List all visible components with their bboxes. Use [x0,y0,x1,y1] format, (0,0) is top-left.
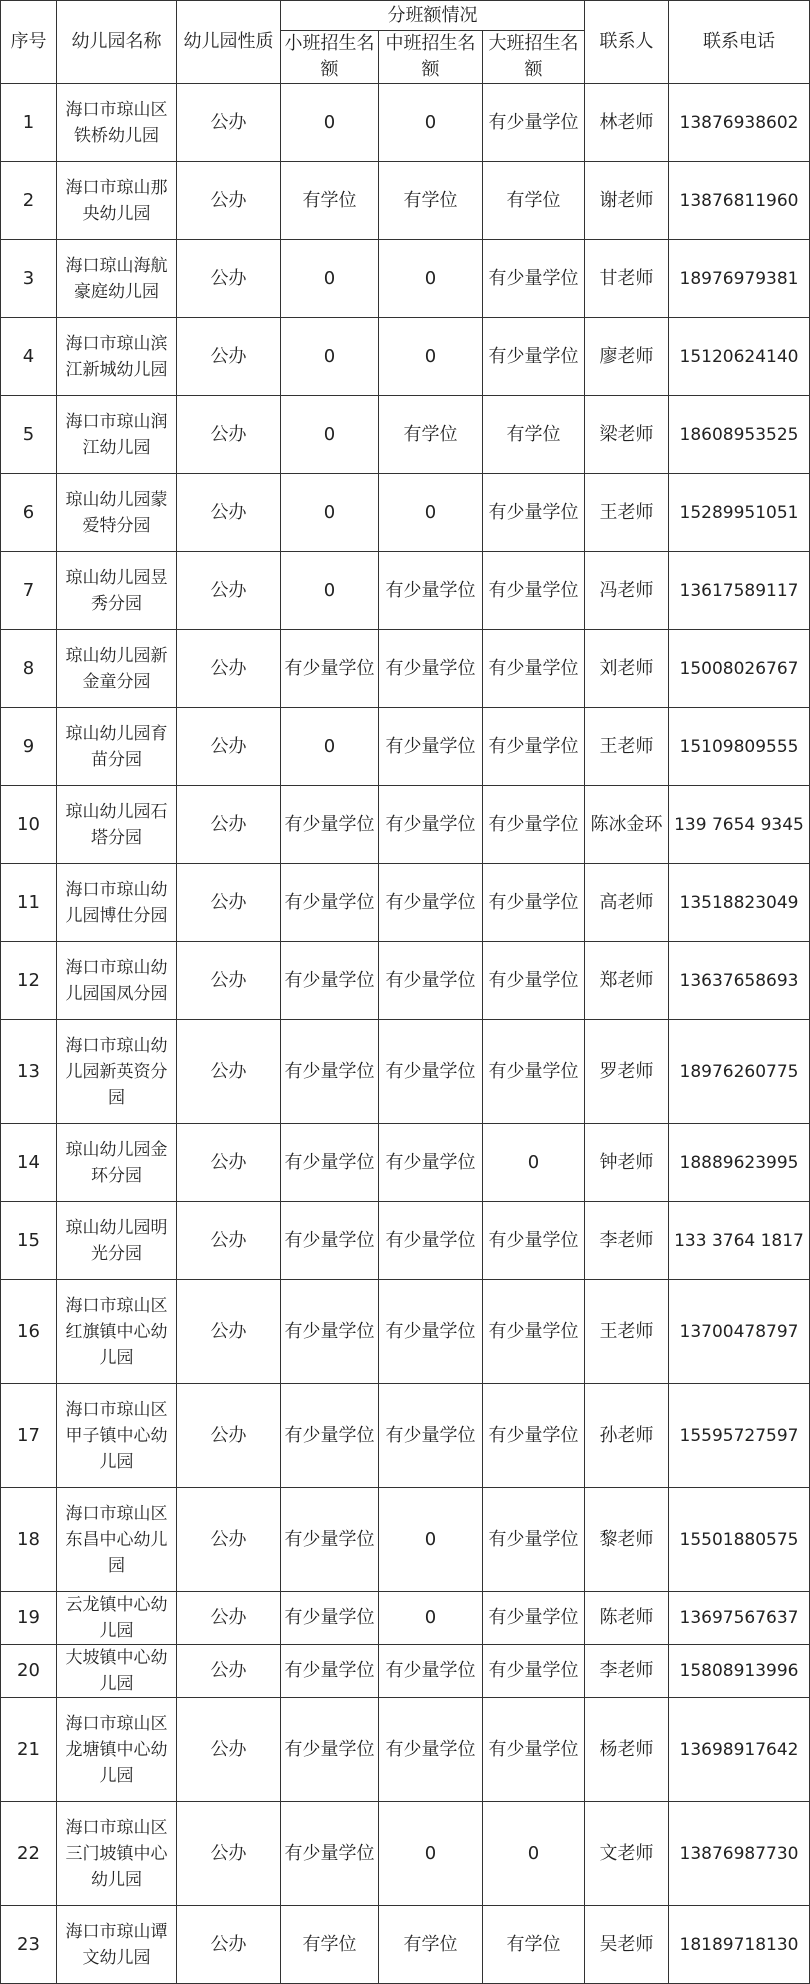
cell-small: 有少量学位 [281,630,379,708]
cell-type: 公办 [177,162,281,240]
cell-large: 有少量学位 [483,240,585,318]
cell-name: 海口市琼山区龙塘镇中心幼儿园 [57,1698,177,1802]
cell-contact: 罗老师 [585,1020,669,1124]
cell-seq: 20 [1,1645,57,1698]
cell-middle: 0 [379,1802,483,1906]
cell-contact: 冯老师 [585,552,669,630]
cell-small: 0 [281,708,379,786]
cell-type: 公办 [177,240,281,318]
cell-name: 琼山幼儿园昱秀分园 [57,552,177,630]
cell-contact: 郑老师 [585,942,669,1020]
header-middle: 中班招生名额 [379,31,483,84]
cell-type: 公办 [177,1645,281,1698]
cell-seq: 15 [1,1202,57,1280]
cell-contact: 甘老师 [585,240,669,318]
cell-phone: 13518823049 [669,864,810,942]
cell-seq: 12 [1,942,57,1020]
cell-large: 有少量学位 [483,1645,585,1698]
cell-type: 公办 [177,786,281,864]
cell-seq: 9 [1,708,57,786]
cell-small: 0 [281,318,379,396]
cell-middle: 有学位 [379,1906,483,1984]
cell-middle: 有少量学位 [379,1645,483,1698]
cell-small: 0 [281,552,379,630]
cell-phone: 139 7654 9345 [669,786,810,864]
table-row [1,1280,810,1384]
cell-middle: 0 [379,240,483,318]
cell-contact: 钟老师 [585,1124,669,1202]
cell-phone: 15289951051 [669,474,810,552]
cell-contact: 王老师 [585,474,669,552]
cell-name: 海口市琼山幼儿园国凤分园 [57,942,177,1020]
cell-small: 有少量学位 [281,864,379,942]
cell-type: 公办 [177,942,281,1020]
cell-large: 有学位 [483,1906,585,1984]
cell-type: 公办 [177,1802,281,1906]
cell-contact: 梁老师 [585,396,669,474]
cell-contact: 黎老师 [585,1488,669,1592]
cell-name: 琼山幼儿园蒙爱特分园 [57,474,177,552]
cell-large: 有少量学位 [483,864,585,942]
cell-phone: 15501880575 [669,1488,810,1592]
cell-middle: 有少量学位 [379,1020,483,1124]
cell-middle: 有少量学位 [379,552,483,630]
cell-small: 有少量学位 [281,1202,379,1280]
cell-name: 海口市琼山幼儿园博仕分园 [57,864,177,942]
table-row [1,1698,810,1802]
cell-seq: 1 [1,84,57,162]
cell-small: 有学位 [281,1906,379,1984]
cell-contact: 吴老师 [585,1906,669,1984]
cell-name: 海口市琼山润江幼儿园 [57,396,177,474]
cell-middle: 有少量学位 [379,1280,483,1384]
cell-contact: 刘老师 [585,630,669,708]
table-header [1,1,810,84]
cell-large: 有少量学位 [483,474,585,552]
cell-name: 大坡镇中心幼儿园 [57,1645,177,1698]
header-type: 幼儿园性质 [177,1,281,84]
cell-small: 有学位 [281,162,379,240]
cell-large: 有少量学位 [483,708,585,786]
cell-type: 公办 [177,1020,281,1124]
table-row [1,240,810,318]
cell-contact: 王老师 [585,708,669,786]
cell-middle: 0 [379,318,483,396]
cell-seq: 19 [1,1592,57,1645]
cell-middle: 有少量学位 [379,786,483,864]
table-row [1,474,810,552]
table-row [1,1906,810,1984]
table-row [1,1802,810,1906]
cell-small: 有少量学位 [281,1698,379,1802]
cell-large: 有少量学位 [483,1384,585,1488]
cell-name: 海口琼山海航豪庭幼儿园 [57,240,177,318]
cell-phone: 13876811960 [669,162,810,240]
cell-name: 海口市琼山区红旗镇中心幼儿园 [57,1280,177,1384]
cell-small: 0 [281,474,379,552]
cell-large: 有少量学位 [483,318,585,396]
cell-contact: 文老师 [585,1802,669,1906]
cell-seq: 23 [1,1906,57,1984]
cell-phone: 133 3764 1817 [669,1202,810,1280]
header-contact: 联系人 [585,1,669,84]
cell-phone: 15120624140 [669,318,810,396]
cell-seq: 10 [1,786,57,864]
table-row [1,1592,810,1645]
cell-name: 海口市琼山滨江新城幼儿园 [57,318,177,396]
cell-large: 有学位 [483,162,585,240]
cell-middle: 有学位 [379,396,483,474]
cell-type: 公办 [177,318,281,396]
cell-phone: 15008026767 [669,630,810,708]
cell-contact: 王老师 [585,1280,669,1384]
cell-contact: 林老师 [585,84,669,162]
cell-name: 琼山幼儿园金环分园 [57,1124,177,1202]
cell-type: 公办 [177,1906,281,1984]
table-row [1,786,810,864]
cell-seq: 8 [1,630,57,708]
cell-name: 琼山幼儿园石塔分园 [57,786,177,864]
cell-small: 0 [281,240,379,318]
cell-contact: 廖老师 [585,318,669,396]
cell-name: 琼山幼儿园明光分园 [57,1202,177,1280]
cell-contact: 谢老师 [585,162,669,240]
cell-middle: 有学位 [379,162,483,240]
cell-large: 有少量学位 [483,786,585,864]
cell-contact: 李老师 [585,1202,669,1280]
table-row [1,1202,810,1280]
cell-small: 有少量学位 [281,1488,379,1592]
table-row [1,318,810,396]
cell-phone: 13700478797 [669,1280,810,1384]
cell-small: 有少量学位 [281,1802,379,1906]
cell-type: 公办 [177,1592,281,1645]
header-large: 大班招生名额 [483,31,585,84]
cell-contact: 陈老师 [585,1592,669,1645]
cell-middle: 有少量学位 [379,630,483,708]
cell-type: 公办 [177,1488,281,1592]
cell-large: 有少量学位 [483,552,585,630]
cell-small: 有少量学位 [281,942,379,1020]
cell-large: 有少量学位 [483,942,585,1020]
cell-seq: 11 [1,864,57,942]
cell-seq: 14 [1,1124,57,1202]
table-row [1,708,810,786]
cell-middle: 有少量学位 [379,942,483,1020]
cell-large: 有少量学位 [483,1698,585,1802]
cell-small: 0 [281,396,379,474]
cell-type: 公办 [177,552,281,630]
cell-large: 0 [483,1124,585,1202]
cell-phone: 13876938602 [669,84,810,162]
cell-phone: 13617589117 [669,552,810,630]
cell-small: 有少量学位 [281,1592,379,1645]
cell-type: 公办 [177,864,281,942]
cell-phone: 13697567637 [669,1592,810,1645]
cell-phone: 18608953525 [669,396,810,474]
cell-contact: 李老师 [585,1645,669,1698]
cell-name: 琼山幼儿园新金童分园 [57,630,177,708]
cell-contact: 杨老师 [585,1698,669,1802]
cell-name: 云龙镇中心幼儿园 [57,1592,177,1645]
cell-seq: 13 [1,1020,57,1124]
cell-middle: 有少量学位 [379,708,483,786]
cell-large: 有少量学位 [483,1592,585,1645]
cell-type: 公办 [177,1384,281,1488]
cell-middle: 0 [379,474,483,552]
header-seq: 序号 [1,1,57,84]
cell-large: 有少量学位 [483,630,585,708]
header-small: 小班招生名额 [281,31,379,84]
cell-small: 有少量学位 [281,786,379,864]
cell-middle: 有少量学位 [379,1124,483,1202]
cell-small: 0 [281,84,379,162]
cell-seq: 6 [1,474,57,552]
cell-small: 有少量学位 [281,1020,379,1124]
cell-type: 公办 [177,1280,281,1384]
cell-type: 公办 [177,630,281,708]
cell-large: 有少量学位 [483,1020,585,1124]
cell-name: 琼山幼儿园育苗分园 [57,708,177,786]
cell-phone: 18976260775 [669,1020,810,1124]
table-row [1,162,810,240]
table-row [1,1020,810,1124]
cell-middle: 有少量学位 [379,1698,483,1802]
cell-name: 海口市琼山区甲子镇中心幼儿园 [57,1384,177,1488]
cell-phone: 13698917642 [669,1698,810,1802]
cell-middle: 有少量学位 [379,864,483,942]
cell-small: 有少量学位 [281,1280,379,1384]
cell-contact: 孙老师 [585,1384,669,1488]
cell-seq: 21 [1,1698,57,1802]
cell-small: 有少量学位 [281,1124,379,1202]
cell-seq: 22 [1,1802,57,1906]
table-row [1,1488,810,1592]
cell-type: 公办 [177,1698,281,1802]
cell-phone: 15808913996 [669,1645,810,1698]
table-row [1,942,810,1020]
header-group: 分班额情况 [281,1,585,31]
table-row [1,396,810,474]
cell-large: 0 [483,1802,585,1906]
cell-large: 有少量学位 [483,1280,585,1384]
table-row [1,1645,810,1698]
cell-seq: 5 [1,396,57,474]
cell-seq: 16 [1,1280,57,1384]
cell-middle: 0 [379,84,483,162]
header-phone: 联系电话 [669,1,810,84]
cell-name: 海口市琼山那央幼儿园 [57,162,177,240]
cell-phone: 18189718130 [669,1906,810,1984]
cell-type: 公办 [177,708,281,786]
cell-small: 有少量学位 [281,1645,379,1698]
cell-phone: 18889623995 [669,1124,810,1202]
cell-middle: 0 [379,1592,483,1645]
cell-type: 公办 [177,474,281,552]
header-name: 幼儿园名称 [57,1,177,84]
cell-phone: 13637658693 [669,942,810,1020]
cell-phone: 15595727597 [669,1384,810,1488]
cell-name: 海口市琼山谭文幼儿园 [57,1906,177,1984]
table-row [1,630,810,708]
cell-seq: 17 [1,1384,57,1488]
table-row [1,552,810,630]
cell-type: 公办 [177,1124,281,1202]
cell-type: 公办 [177,84,281,162]
cell-phone: 18976979381 [669,240,810,318]
table-body [1,84,810,1984]
table-row [1,1124,810,1202]
cell-large: 有少量学位 [483,84,585,162]
cell-type: 公办 [177,396,281,474]
cell-seq: 7 [1,552,57,630]
table-row [1,864,810,942]
cell-small: 有少量学位 [281,1384,379,1488]
cell-large: 有少量学位 [483,1488,585,1592]
cell-phone: 15109809555 [669,708,810,786]
cell-type: 公办 [177,1202,281,1280]
cell-name: 海口市琼山幼儿园新英资分园 [57,1020,177,1124]
cell-seq: 18 [1,1488,57,1592]
cell-middle: 0 [379,1488,483,1592]
cell-name: 海口市琼山区三门坡镇中心幼儿园 [57,1802,177,1906]
table-row [1,1384,810,1488]
table-row [1,84,810,162]
cell-large: 有学位 [483,396,585,474]
cell-seq: 2 [1,162,57,240]
cell-seq: 3 [1,240,57,318]
cell-middle: 有少量学位 [379,1384,483,1488]
cell-seq: 4 [1,318,57,396]
cell-middle: 有少量学位 [379,1202,483,1280]
cell-contact: 高老师 [585,864,669,942]
cell-large: 有少量学位 [483,1202,585,1280]
cell-name: 海口市琼山区铁桥幼儿园 [57,84,177,162]
cell-phone: 13876987730 [669,1802,810,1906]
cell-name: 海口市琼山区东昌中心幼儿园 [57,1488,177,1592]
cell-contact: 陈冰金环 [585,786,669,864]
